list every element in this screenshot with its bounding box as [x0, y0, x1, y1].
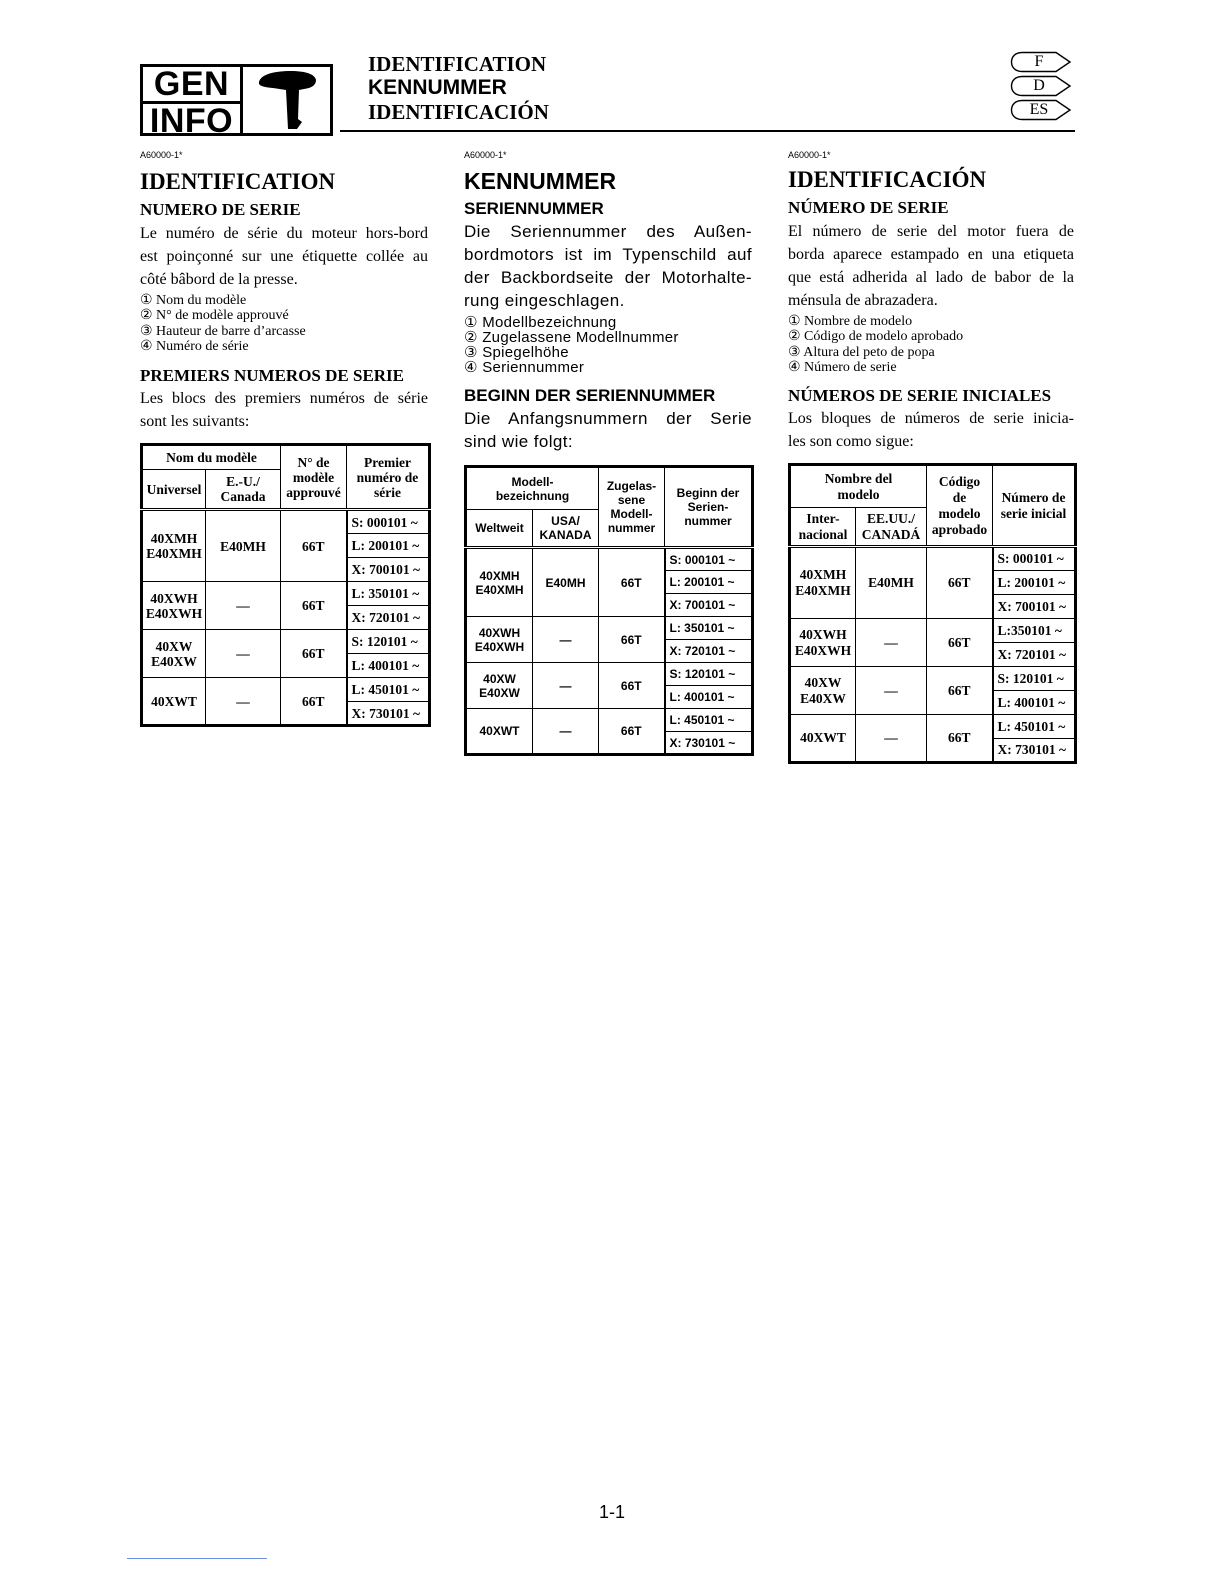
paragraph-line: El número de serie del motor fuera de: [788, 223, 1074, 240]
section-paragraph: [140, 222, 428, 291]
cell-serial: L: 350101 ~: [665, 617, 753, 640]
cell-serial: L: 400101 ~: [665, 686, 753, 709]
section-code: A60000-1*: [140, 150, 183, 160]
paragraph-line: ménsula de abrazadera.: [788, 292, 938, 309]
legend-item: ① Nombre de modelo: [788, 314, 913, 329]
cell-model: 40XW E40XW: [790, 667, 856, 715]
legend-item: ④ Numéro de série: [140, 338, 249, 354]
paragraph-line: côté bâbord de la presse.: [140, 271, 298, 288]
cell-serial: S: 120101 ~: [347, 630, 430, 654]
cell-serial: X: 730101 ~: [347, 702, 430, 726]
cell-serial: X: 700101 ~: [665, 594, 753, 617]
cell-approved: 66T: [599, 617, 665, 663]
th-approved-model: Código de modelo aprobado: [927, 465, 993, 547]
section-code: A60000-1*: [788, 150, 831, 160]
paragraph-line: Die Anfangsnummern der Serie: [464, 409, 752, 428]
cell-usa-model: —: [856, 667, 927, 715]
cell-serial: S: 000101 ~: [347, 510, 430, 534]
th-usa-canada: E.-U./ Canada: [206, 470, 281, 510]
callout-legend: [464, 315, 752, 375]
cell-model: 40XWH E40XWH: [466, 617, 533, 663]
cell-usa-model: E40MH: [533, 548, 599, 617]
section-subheading: NUMERO DE SERIE: [140, 200, 301, 219]
cell-serial: X: 720101 ~: [993, 643, 1076, 667]
legend-item: ② N° de modèle approuvé: [140, 308, 289, 324]
paragraph-line: est poinçonné sur une étiquette collée au: [140, 248, 428, 265]
cell-usa-model: —: [206, 630, 281, 678]
legend-item: ① Modellbezeichnung: [464, 314, 617, 331]
cell-usa-model: —: [206, 678, 281, 726]
section-paragraph: [464, 220, 752, 312]
title-spanish: IDENTIFICACIÓN: [368, 100, 549, 124]
section-code: A60000-1*: [464, 150, 507, 160]
cell-usa-model: —: [533, 663, 599, 709]
paragraph-line: bordmotors ist im Typenschild auf: [464, 245, 752, 264]
paragraph-line: Les blocs des premiers numéros de série: [140, 390, 428, 407]
serial-number-table: [140, 443, 431, 727]
paragraph-line: sont les suivants:: [140, 413, 250, 430]
section-paragraph-2: [140, 387, 428, 433]
cell-usa-model: —: [533, 709, 599, 755]
cell-serial: L: 350101 ~: [347, 582, 430, 606]
cell-usa-model: —: [856, 715, 927, 763]
section-subheading: SERIENNUMMER: [464, 199, 604, 218]
legend-item: ② Zugelassene Modellnummer: [464, 329, 679, 346]
badge-label-d: D: [1033, 77, 1045, 94]
column-german: [464, 0, 752, 800]
th-worldwide: Inter- nacional: [790, 508, 856, 547]
cell-approved: 66T: [927, 667, 993, 715]
cell-approved: 66T: [281, 582, 347, 630]
th-usa-canada: EE.UU./ CANADÁ: [856, 508, 927, 547]
cell-model: 40XW E40XW: [466, 663, 533, 709]
th-worldwide: Weltweit: [466, 510, 533, 548]
section-paragraph-2: [464, 407, 752, 453]
paragraph-line: les son como sigue:: [788, 433, 914, 450]
cell-model: 40XWH E40XWH: [142, 582, 206, 630]
cell-usa-model: —: [206, 582, 281, 630]
cell-serial: L: 200101 ~: [665, 571, 753, 594]
cell-serial: L: 400101 ~: [347, 654, 430, 678]
legend-item: ③ Altura del peto de popa: [788, 344, 935, 360]
page-number: 1-1: [598, 1502, 625, 1522]
paragraph-line: Die Seriennummer des Außen-: [464, 222, 752, 241]
legend-item: ③ Hauteur de barre d’arcasse: [140, 323, 306, 339]
paragraph-line: rung eingeschlagen.: [464, 291, 625, 310]
th-model-group: Nom du modèle: [142, 445, 281, 470]
cell-approved: 66T: [281, 510, 347, 582]
paragraph-line: Le numéro de série du moteur hors-bord: [140, 225, 428, 242]
column-spanish: [788, 0, 1074, 800]
paragraph-line: que está adherida al lado de babor de la: [788, 269, 1074, 286]
legend-item: ① Nom du modèle: [140, 293, 247, 308]
th-approved-model: N° de modèle approuvé: [281, 445, 347, 510]
section-subheading: NÚMERO DE SERIE: [788, 198, 949, 217]
cell-serial: L: 200101 ~: [347, 534, 430, 558]
legend-item: ④ Seriennummer: [464, 359, 585, 376]
title-german: KENNUMMER: [368, 76, 507, 99]
th-first-serial: Número de serie inicial: [993, 465, 1076, 547]
cell-approved: 66T: [599, 709, 665, 755]
section-heading: KENNUMMER: [464, 168, 617, 194]
cell-serial: X: 720101 ~: [347, 606, 430, 630]
cell-serial: S: 000101 ~: [665, 548, 753, 571]
paragraph-line: der Backbordseite der Motorhalte-: [464, 268, 752, 287]
cell-model: 40XMH E40XMH: [466, 548, 533, 617]
cell-serial: L:350101 ~: [993, 619, 1076, 643]
section-paragraph-2: [788, 407, 1074, 453]
paragraph-line: borda aparece estampado en una etiqueta: [788, 246, 1074, 263]
section-paragraph: [788, 220, 1074, 312]
cell-serial: X: 720101 ~: [665, 640, 753, 663]
cell-usa-model: —: [856, 619, 927, 667]
column-french: [140, 0, 428, 800]
callout-legend: [140, 293, 428, 354]
cell-serial: S: 120101 ~: [665, 663, 753, 686]
cell-approved: 66T: [927, 547, 993, 619]
cell-model: 40XWH E40XWH: [790, 619, 856, 667]
cell-serial: X: 700101 ~: [347, 558, 430, 582]
cell-serial: L: 450101 ~: [665, 709, 753, 732]
serial-number-table: [464, 465, 754, 756]
callout-legend: [788, 314, 1074, 375]
legend-item: ④ Número de serie: [788, 359, 897, 375]
cell-serial: X: 700101 ~: [993, 595, 1076, 619]
cell-serial: S: 000101 ~: [993, 547, 1076, 571]
legend-item: ② Código de modelo aprobado: [788, 329, 964, 345]
section-heading: IDENTIFICATION: [140, 169, 336, 194]
cell-model: 40XWT: [466, 709, 533, 755]
paragraph-line: Los bloques de números de serie inicia-: [788, 410, 1074, 427]
cell-serial: L: 400101 ~: [993, 691, 1076, 715]
th-model-group: Nombre del modelo: [790, 465, 927, 508]
cell-model: 40XMH E40XMH: [142, 510, 206, 582]
cell-serial: L: 450101 ~: [347, 678, 430, 702]
cell-usa-model: E40MH: [206, 510, 281, 582]
cell-usa-model: E40MH: [856, 547, 927, 619]
logo-info-text: INFO: [149, 102, 234, 140]
th-usa-canada: USA/ KANADA: [533, 510, 599, 548]
badge-label-f: F: [1034, 53, 1044, 70]
th-worldwide: Universel: [142, 470, 206, 510]
section-subheading-2: BEGINN DER SERIENNUMMER: [464, 386, 716, 405]
cell-approved: 66T: [281, 678, 347, 726]
cell-model: 40XWT: [142, 678, 206, 726]
badge-label-es: ES: [1029, 101, 1049, 118]
section-subheading-2: PREMIERS NUMEROS DE SERIE: [140, 366, 405, 385]
cell-model: 40XMH E40XMH: [790, 547, 856, 619]
cell-usa-model: —: [533, 617, 599, 663]
footer-underline-mark: [127, 1558, 267, 1559]
th-first-serial: Premier numéro de série: [347, 445, 430, 510]
th-model-group: Modell- bezeichnung: [466, 467, 599, 510]
paragraph-line: sind wie folgt:: [464, 432, 573, 451]
cell-model: 40XWT: [790, 715, 856, 763]
cell-approved: 66T: [599, 663, 665, 709]
logo-gen-text: GEN: [143, 67, 240, 104]
cell-approved: 66T: [927, 715, 993, 763]
th-approved-model: Zugelas- sene Modell- nummer: [599, 467, 665, 548]
section-heading: IDENTIFICACIÓN: [788, 167, 987, 192]
cell-serial: L: 200101 ~: [993, 571, 1076, 595]
title-french: IDENTIFICATION: [368, 52, 547, 76]
th-first-serial: Beginn der Serien- nummer: [665, 467, 753, 548]
cell-approved: 66T: [599, 548, 665, 617]
cell-serial: X: 730101 ~: [665, 732, 753, 755]
legend-item: ③ Spiegelhöhe: [464, 344, 569, 361]
cell-serial: L: 450101 ~: [993, 715, 1076, 739]
cell-serial: S: 120101 ~: [993, 667, 1076, 691]
cell-approved: 66T: [281, 630, 347, 678]
section-subheading-2: NÚMEROS DE SERIE INICIALES: [788, 386, 1052, 405]
serial-number-table: [788, 463, 1077, 764]
cell-approved: 66T: [927, 619, 993, 667]
cell-serial: X: 730101 ~: [993, 739, 1076, 763]
cell-model: 40XW E40XW: [142, 630, 206, 678]
